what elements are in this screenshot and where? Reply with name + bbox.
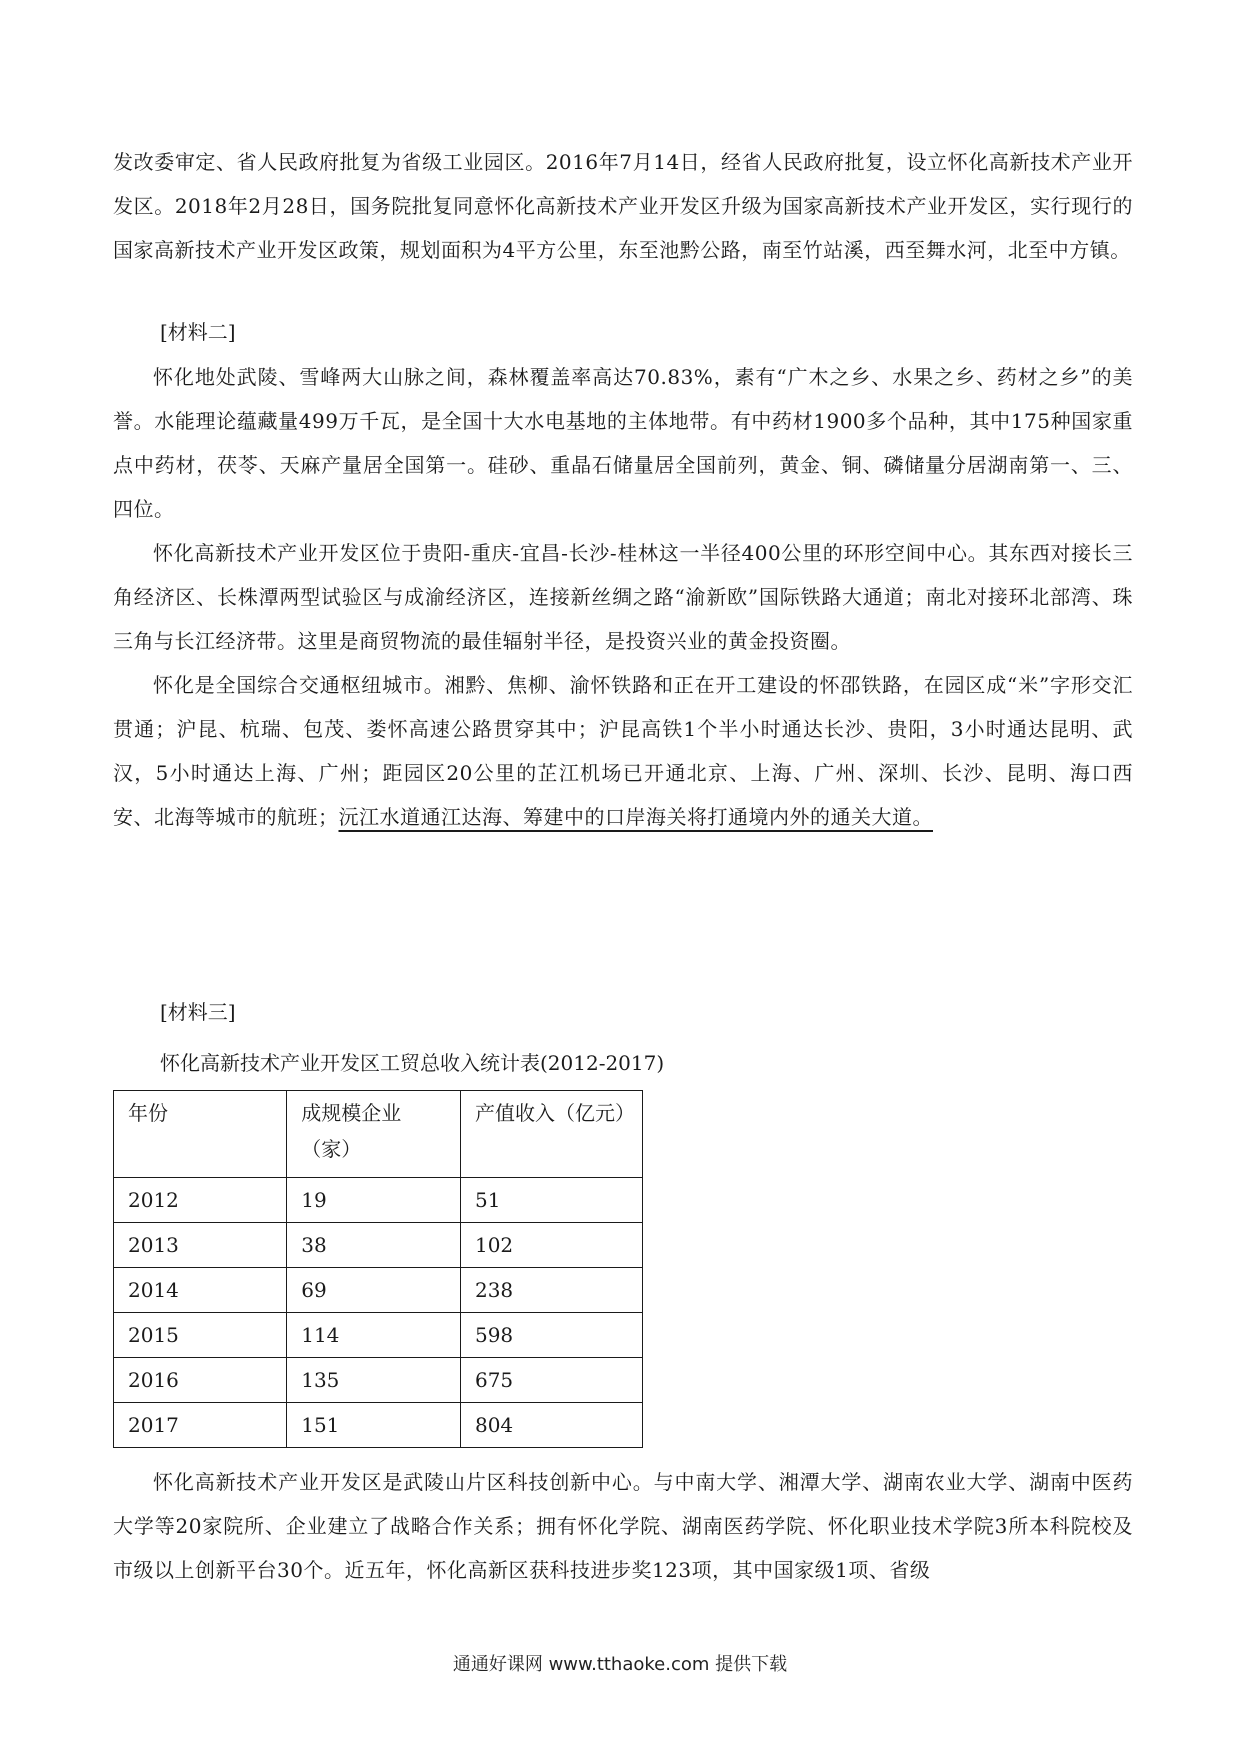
table-row <box>114 1223 643 1268</box>
table-header-row <box>114 1091 643 1178</box>
table-cell: 38 <box>287 1223 461 1268</box>
table-row <box>114 1178 643 1223</box>
paragraph-4 <box>113 663 1133 839</box>
table-header-cell: 成规模企业（家） <box>287 1091 461 1178</box>
table-cell: 51 <box>460 1178 642 1223</box>
table-cell: 2014 <box>114 1268 287 1313</box>
table-cell: 19 <box>287 1178 461 1223</box>
table-cell: 675 <box>460 1358 642 1403</box>
table-cell: 2013 <box>114 1223 287 1268</box>
table-cell: 804 <box>460 1403 642 1448</box>
table-cell: 102 <box>460 1223 642 1268</box>
paragraph-2: 怀化地处武陵、雪峰两大山脉之间，森林覆盖率高达70.83%，素有“广木之乡、水果之乡、药材之乡”的美誉。水能理论蕴藏量499万千瓦，是全国十大水电基地的主体地带。有中药材1900多个品种，其中175种国家重点中药材，茯苓、天麻产量居全国第一。硅砂、重晶石储量居全国前列，黄金、铜、磷储量分居湖南第一、三、四位。 <box>113 365 1133 521</box>
table-cell: 2017 <box>114 1403 287 1448</box>
table-cell: 2015 <box>114 1313 287 1358</box>
table-row <box>114 1313 643 1358</box>
paragraph-3: 怀化高新技术产业开发区位于贵阳-重庆-宜昌-长沙-桂林这一半径400公里的环形空间中心。其东西对接长三角经济区、长株潭两型试验区与成渝经济区，连接新丝绸之路“渝新欧”国际铁路大通道；南北对接环北部湾、珠三角与长江经济带。这里是商贸物流的最佳辐射半径，是投资兴业的黄金投资圈。 <box>113 541 1133 653</box>
table-row <box>114 1403 643 1448</box>
table-row <box>114 1268 643 1313</box>
statistics-table <box>113 1090 643 1448</box>
section-label-3: [材料三] <box>160 1000 236 1024</box>
table-cell: 598 <box>460 1313 642 1358</box>
section-label-2: [材料二] <box>160 320 236 344</box>
table-cell: 2016 <box>114 1358 287 1403</box>
table-caption: 怀化高新技术产业开发区工贸总收入统计表(2012-2017) <box>160 1051 665 1075</box>
paragraph-4-text: 怀化是全国综合交通枢纽城市。湘黔、焦柳、渝怀铁路和正在开工建设的怀邵铁路，在园区成“米”字形交汇贯通；沪昆、杭瑞、包茂、娄怀高速公路贯穿其中；沪昆高铁1个半小时通达长沙、贵阳，3小时通达昆明、武汉，5小时通达上海、广州；距园区20公里的芷江机场已开通北京、上海、广州、深圳、长沙、昆明、海口西安、北海等城市的航班； <box>113 673 1133 829</box>
table-cell: 135 <box>287 1358 461 1403</box>
table-cell: 151 <box>287 1403 461 1448</box>
table-cell: 2012 <box>114 1178 287 1223</box>
table-header-cell: 产值收入（亿元） <box>460 1091 642 1178</box>
table-row <box>114 1358 643 1403</box>
table-cell: 69 <box>287 1268 461 1313</box>
table-cell: 114 <box>287 1313 461 1358</box>
paragraph-4-underlined-text: 沅江水道通江达海、筹建中的口岸海关将打通境内外的通关大道。 <box>338 805 933 829</box>
paragraph-1: 发改委审定、省人民政府批复为省级工业园区。2016年7月14日，经省人民政府批复，设立怀化高新技术产业开发区。2018年2月28日，国务院批复同意怀化高新技术产业开发区升级为国家高新技术产业开发区，实行现行的国家高新技术产业开发区政策，规划面积为4平方公里，东至池黔公路，南至竹站溪，西至舞水河，北至中方镇。 <box>113 150 1133 262</box>
page-footer: 通通好课网 www.tthaoke.com 提供下载 <box>452 1654 788 1675</box>
table-header-cell: 年份 <box>114 1091 287 1178</box>
table-cell: 238 <box>460 1268 642 1313</box>
paragraph-5: 怀化高新技术产业开发区是武陵山片区科技创新中心。与中南大学、湘潭大学、湖南农业大学、湖南中医药大学等20家院所、企业建立了战略合作关系；拥有怀化学院、湖南医药学院、怀化职业技术学院3所本科院校及市级以上创新平台30个。近五年，怀化高新区获科技进步奖123项，其中国家级1项、省级 <box>113 1470 1133 1582</box>
